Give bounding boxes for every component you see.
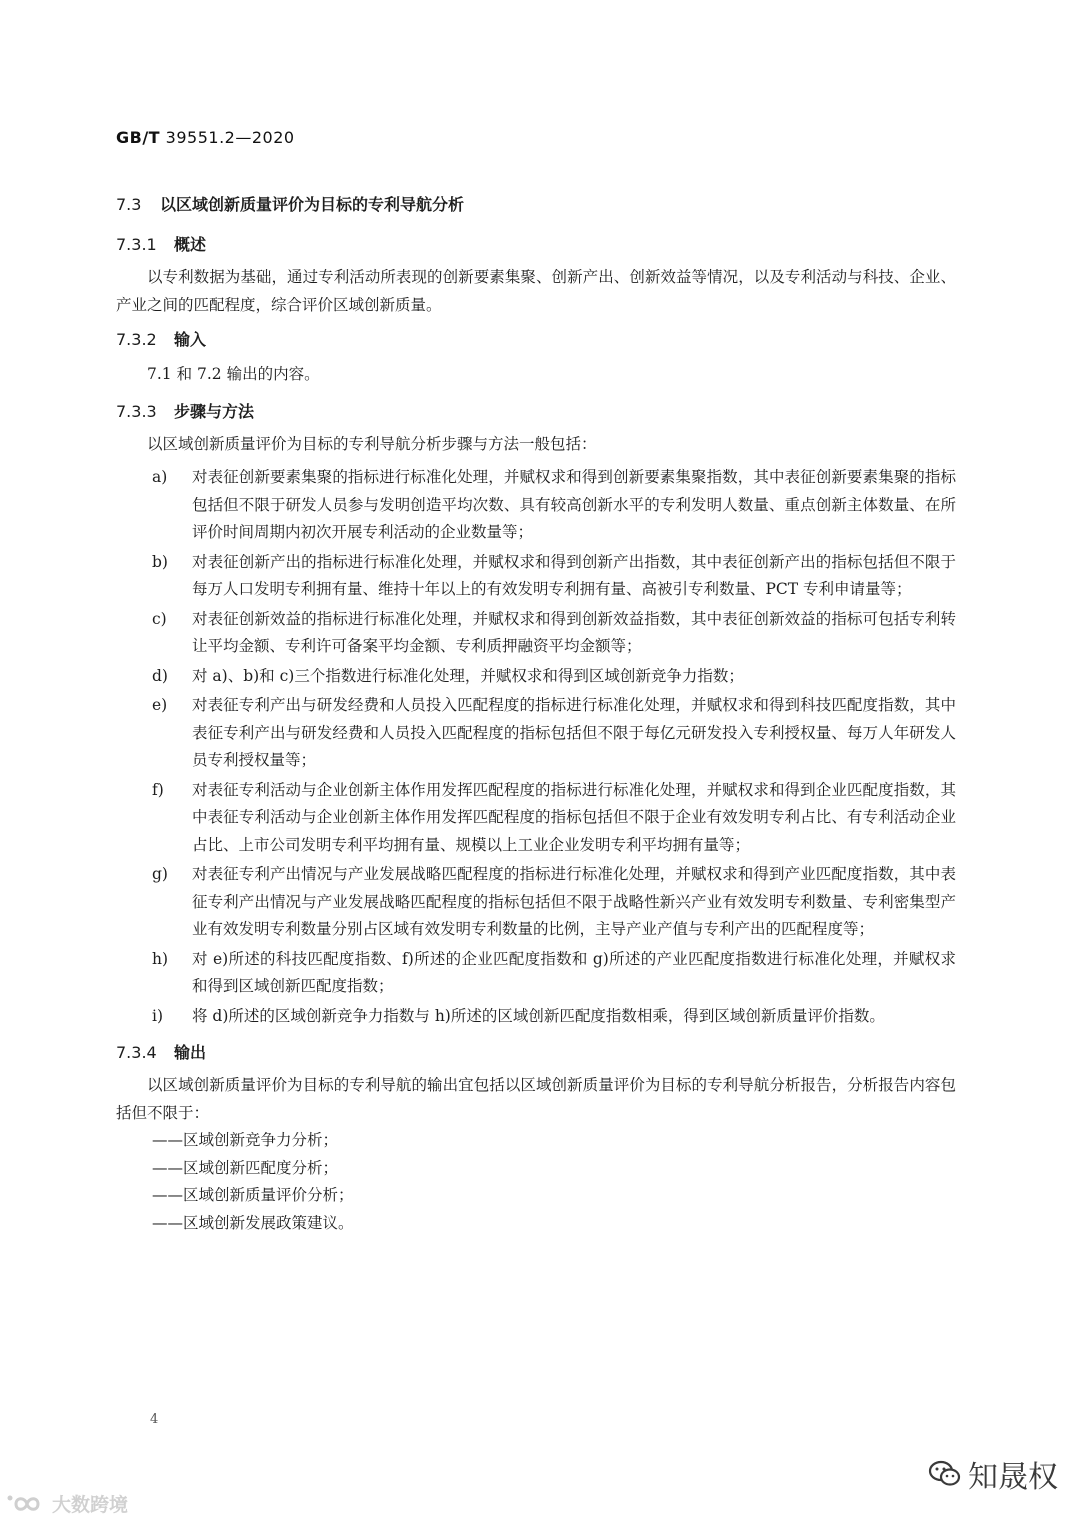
item-marker: i) (152, 1006, 164, 1025)
watermark-left-text: 大数跨境 (52, 1494, 129, 1516)
overview-paragraph: 以专利数据为基础，通过专利活动所表现的创新要素集聚、创新产出、创新效益等情况，以及专利活动与科技、企业、产业之间的匹配程度，综合评价区域创新质量。 (116, 268, 956, 314)
item-text: 将 d)所述的区域创新竞争力指数与 h)所述的区域创新匹配度指数相乘，得到区域创新质量评价指数。 (192, 1006, 885, 1025)
item-text: 对表征专利活动与企业创新主体作用发挥匹配程度的指标进行标准化处理，并赋权求和得到企业匹配度指数，其中表征专利活动与企业创新主体作用发挥匹配程度的指标包括但不限于企业有效发明专利占比、有专利活动企业占比、上市公司发明专利平均拥有量、规模以上工业企业发明专利平均拥有量等； (192, 780, 956, 854)
standard-number: 39551.2—2020 (160, 128, 295, 147)
infinity-logo-icon (6, 1492, 48, 1516)
item-text: 对表征专利产出情况与产业发展战略匹配程度的指标进行标准化处理，并赋权求和得到产业匹配度指数，其中表征专利产出情况与产业发展战略匹配程度的指标包括但不限于战略性新兴产业有效发明专利数量、专利密集型产业有效发明专利数量分别占区域有效发明专利数量的比例，主导产业产值与专利产出的匹配程度等； (192, 865, 956, 938)
input-paragraph: 7.1 和 7.2 输出的内容。 (147, 365, 320, 383)
section-number: 7.3.2 (116, 330, 157, 349)
item-marker: f) (152, 780, 164, 799)
item-marker: h) (152, 949, 169, 968)
section-title: 步骤与方法 (174, 401, 255, 421)
document-body (116, 190, 956, 1237)
steps-intro-paragraph: 以区域创新质量评价为目标的专利导航分析步骤与方法一般包括： (147, 434, 597, 453)
item-text: 对表征创新要素集聚的指标进行标准化处理，并赋权求和得到创新要素集聚指数，其中表征创新要素集聚的指标包括但不限于研发人员参与发明创造平均次数、具有较高创新水平的专利发明人数量、重点创新主体数量、在所评价时间周期内初次开展专利活动的企业数量等； (192, 468, 956, 541)
section-title: 以区域创新质量评价为目标的专利导航分析 (160, 195, 465, 214)
section-title: 输入 (174, 330, 207, 349)
section-7-3-1-heading (116, 230, 956, 260)
output-list (116, 1127, 956, 1237)
section-7-3-heading (116, 190, 956, 220)
list-item (116, 946, 956, 1001)
list-item: ——区域创新竞争力分析； (152, 1131, 339, 1149)
item-marker: c) (152, 609, 167, 628)
list-item (116, 692, 956, 775)
section-7-3-2-heading (116, 325, 956, 355)
list-item (116, 1003, 956, 1031)
list-item: ——区域创新质量评价分析； (152, 1186, 354, 1204)
section-title: 输出 (174, 1043, 207, 1062)
list-item: ——区域创新发展政策建议。 (152, 1213, 354, 1232)
section-number: 7.3.1 (116, 235, 157, 254)
output-intro-paragraph: 以区域创新质量评价为目标的专利导航的输出宜包括以区域创新质量评价为目标的专利导航分析报告，分析报告内容包括但不限于： (116, 1076, 956, 1122)
list-item: ——区域创新匹配度分析； (152, 1158, 339, 1177)
section-number: 7.3 (116, 195, 142, 214)
wechat-logo-icon (928, 1459, 962, 1489)
section-7-3-3-heading (116, 397, 956, 427)
item-marker: e) (152, 696, 168, 714)
item-marker: g) (152, 865, 168, 883)
item-text: 对表征创新效益的指标进行标准化处理，并赋权求和得到创新效益指数，其中表征创新效益的指标可包括专利转让平均金额、专利许可备案平均金额、专利质押融资平均金额等； (192, 609, 956, 655)
page-number: 4 (150, 1412, 159, 1427)
section-number: 7.3.3 (116, 401, 157, 421)
list-item (116, 663, 956, 691)
item-marker: d) (152, 666, 168, 685)
list-item (116, 777, 956, 860)
standard-prefix: GB/T (116, 128, 161, 147)
item-text: 对 e)所述的科技匹配度指数、f)所述的企业匹配度指数和 g)所述的产业匹配度指数进行标准化处理，并赋权求和得到区域创新匹配度指数； (192, 949, 956, 995)
list-item (116, 606, 956, 661)
item-marker: b) (152, 552, 168, 571)
section-number: 7.3.4 (116, 1043, 157, 1062)
watermark-right (928, 1452, 1058, 1496)
list-item (116, 861, 956, 944)
standard-code (116, 128, 295, 147)
steps-list (116, 464, 956, 1030)
item-marker: a) (152, 468, 168, 486)
watermark-right-text: 知晟权 (968, 1460, 1058, 1495)
list-item (116, 549, 956, 604)
section-title: 概述 (174, 235, 207, 254)
item-text: 对 a)、b)和 c)三个指数进行标准化处理，并赋权求和得到区域创新竞争力指数； (192, 666, 744, 685)
list-item (116, 464, 956, 547)
item-text: 对表征专利产出与研发经费和人员投入匹配程度的指标进行标准化处理，并赋权求和得到科技匹配度指数，其中表征专利产出与研发经费和人员投入匹配程度的指标包括但不限于每亿元研发投入专利授权量、每万人年研发人员专利授权量等； (192, 696, 956, 769)
watermark-left (6, 1490, 128, 1517)
item-text: 对表征创新产出的指标进行标准化处理，并赋权求和得到创新产出指数，其中表征创新产出的指标包括但不限于每万人口发明专利拥有量、维持十年以上的有效发明专利拥有量、高被引专利数量、PCT 专利申请量等； (192, 552, 956, 598)
section-7-3-4-heading (116, 1038, 956, 1068)
